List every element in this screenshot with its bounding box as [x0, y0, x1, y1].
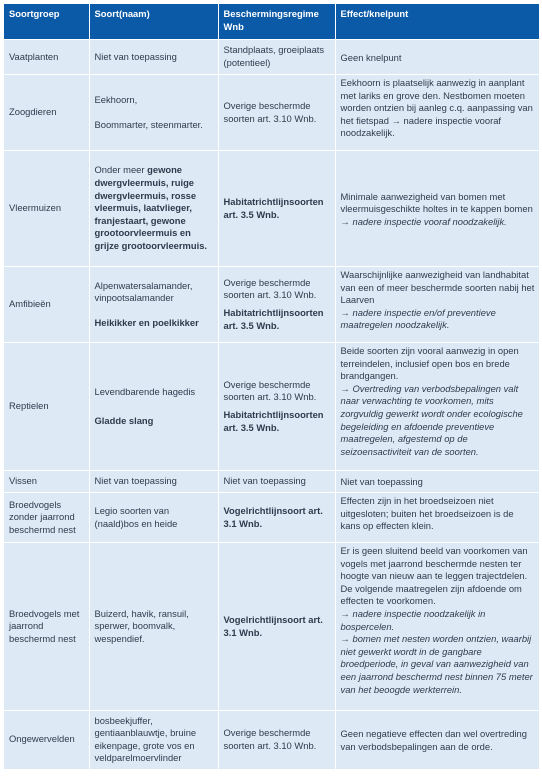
cell-regime: Overige beschermde soorten art. 3.10 Wnb. — [218, 711, 335, 769]
cell-regime: Overige beschermde soorten art. 3.10 Wnb. Habitatrichtlijnsoorten art. 3.5 Wnb. — [218, 343, 335, 471]
cell-group: Zoogdieren — [4, 75, 89, 151]
header-soortgroep: Soortgroep — [4, 4, 89, 40]
cell-group: Ongewervelden — [4, 711, 89, 769]
cell-effect: Niet van toepassing — [335, 471, 539, 493]
table-row — [4, 75, 539, 151]
cell-species: Buizerd, havik, ransuil, sperwer, boomvalk, wespendief. — [89, 543, 218, 711]
header-effect: Effect/knelpunt — [335, 4, 539, 40]
header-beschermingsregime: Beschermingsregime Wnb — [218, 4, 335, 40]
cell-regime: Niet van toepassing — [218, 471, 335, 493]
table-row — [4, 493, 539, 543]
cell-species: Onder meer gewone dwergvleermuis, ruige dwergvleermuis, rosse vleermuis, laatvlieger, franjestaart, gewone grootoorvleermuis en grijze grootoorvleermuis. — [89, 151, 218, 267]
cell-group: Broedvogels zonder jaarrond beschermd nest — [4, 493, 89, 543]
table-row — [4, 343, 539, 471]
cell-species: Niet van toepassing — [89, 471, 218, 493]
cell-group: Reptielen — [4, 343, 89, 471]
cell-group: Vissen — [4, 471, 89, 493]
table-row — [4, 151, 539, 267]
cell-species: Levendbarende hagedis Gladde slang — [89, 343, 218, 471]
species-protection-table — [4, 4, 540, 769]
table-row — [4, 40, 539, 75]
cell-effect: Er is geen sluitend beeld van voorkomen van vogels met jaarrond beschermde nesten ter hoogte van nieuw aan te leggen trajectdelen. De volgende maatregelen zijn afdoende om effecten te voorkomen. → nadere inspectie noodzakelijk in bospercelen. → bomen met nesten worden ontzien, waarbij niet gewerkt wordt in de gangbare broedperiode, in geval van aanwezigheid van een jaarrond beschermd nest binnen 75 meter van het beoogde werkterrein. — [335, 543, 539, 711]
cell-group: Broedvogels met jaarrond beschermd nest — [4, 543, 89, 711]
cell-regime: Vogelrichtlijnsoort art. 3.1 Wnb. — [218, 493, 335, 543]
cell-effect: Minimale aanwezigheid van bomen met vleermuisgeschikte holtes in te kappen bomen → nadere inspectie vooraf noodzakelijk. — [335, 151, 539, 267]
cell-effect: Eekhoorn is plaatselijk aanwezig in aanplant met lariks en grove den. Nestbomen moeten worden ontzien bij aanleg c.q. aanpassing van het fietspad → nadere inspectie vooraf noodzakelijk. — [335, 75, 539, 151]
table-header-row — [4, 4, 539, 40]
cell-regime: Overige beschermde soorten art. 3.10 Wnb. — [218, 75, 335, 151]
cell-regime: Standplaats, groeiplaats (potentieel) — [218, 40, 335, 75]
table-row — [4, 711, 539, 769]
cell-species: Legio soorten van (naald)bos en heide — [89, 493, 218, 543]
cell-group: Amfibieën — [4, 267, 89, 343]
table-row — [4, 267, 539, 343]
cell-regime: Overige beschermde soorten art. 3.10 Wnb. Habitatrichtlijnsoorten art. 3.5 Wnb. — [218, 267, 335, 343]
table-row — [4, 543, 539, 711]
cell-regime: Vogelrichtlijnsoort art. 3.1 Wnb. — [218, 543, 335, 711]
cell-effect: Geen negatieve effecten dan wel overtreding van verbodsbepalingen aan de orde. — [335, 711, 539, 769]
cell-species: Eekhoorn, Boommarter, steenmarter. — [89, 75, 218, 151]
cell-group: Vleermuizen — [4, 151, 89, 267]
header-soortnaam: Soort(naam) — [89, 4, 218, 40]
cell-species: bosbeekjuffer, gentiaanblauwtje, bruine eikenpage, grote vos en veldparelmoervlinder — [89, 711, 218, 769]
cell-species: Niet van toepassing — [89, 40, 218, 75]
cell-group: Vaatplanten — [4, 40, 89, 75]
cell-regime: Habitatrichtlijnsoorten art. 3.5 Wnb. — [218, 151, 335, 267]
cell-effect: Geen knelpunt — [335, 40, 539, 75]
cell-effect: Beide soorten zijn vooral aanwezig in open terreindelen, inclusief open bos en brede brandgangen. → Overtreding van verbodsbepalingen valt naar verwachting te voorkomen, mits zorgvuldig gewerkt wordt onder ecologische begeleiding en afdoende preventieve maatregelen, afgestemd op de seizoensactiviteit van de soorten. — [335, 343, 539, 471]
cell-effect: Effecten zijn in het broedseizoen niet uitgesloten; buiten het broedseizoen is de kans op effecten klein. — [335, 493, 539, 543]
table-row — [4, 471, 539, 493]
cell-species: Alpenwatersalamander, vinpootsalamander Heikikker en poelkikker — [89, 267, 218, 343]
cell-effect: Waarschijnlijke aanwezigheid van landhabitat van een of meer beschermde soorten nabij het Laarven → nadere inspectie en/of preventieve maatregelen noodzakelijk. — [335, 267, 539, 343]
